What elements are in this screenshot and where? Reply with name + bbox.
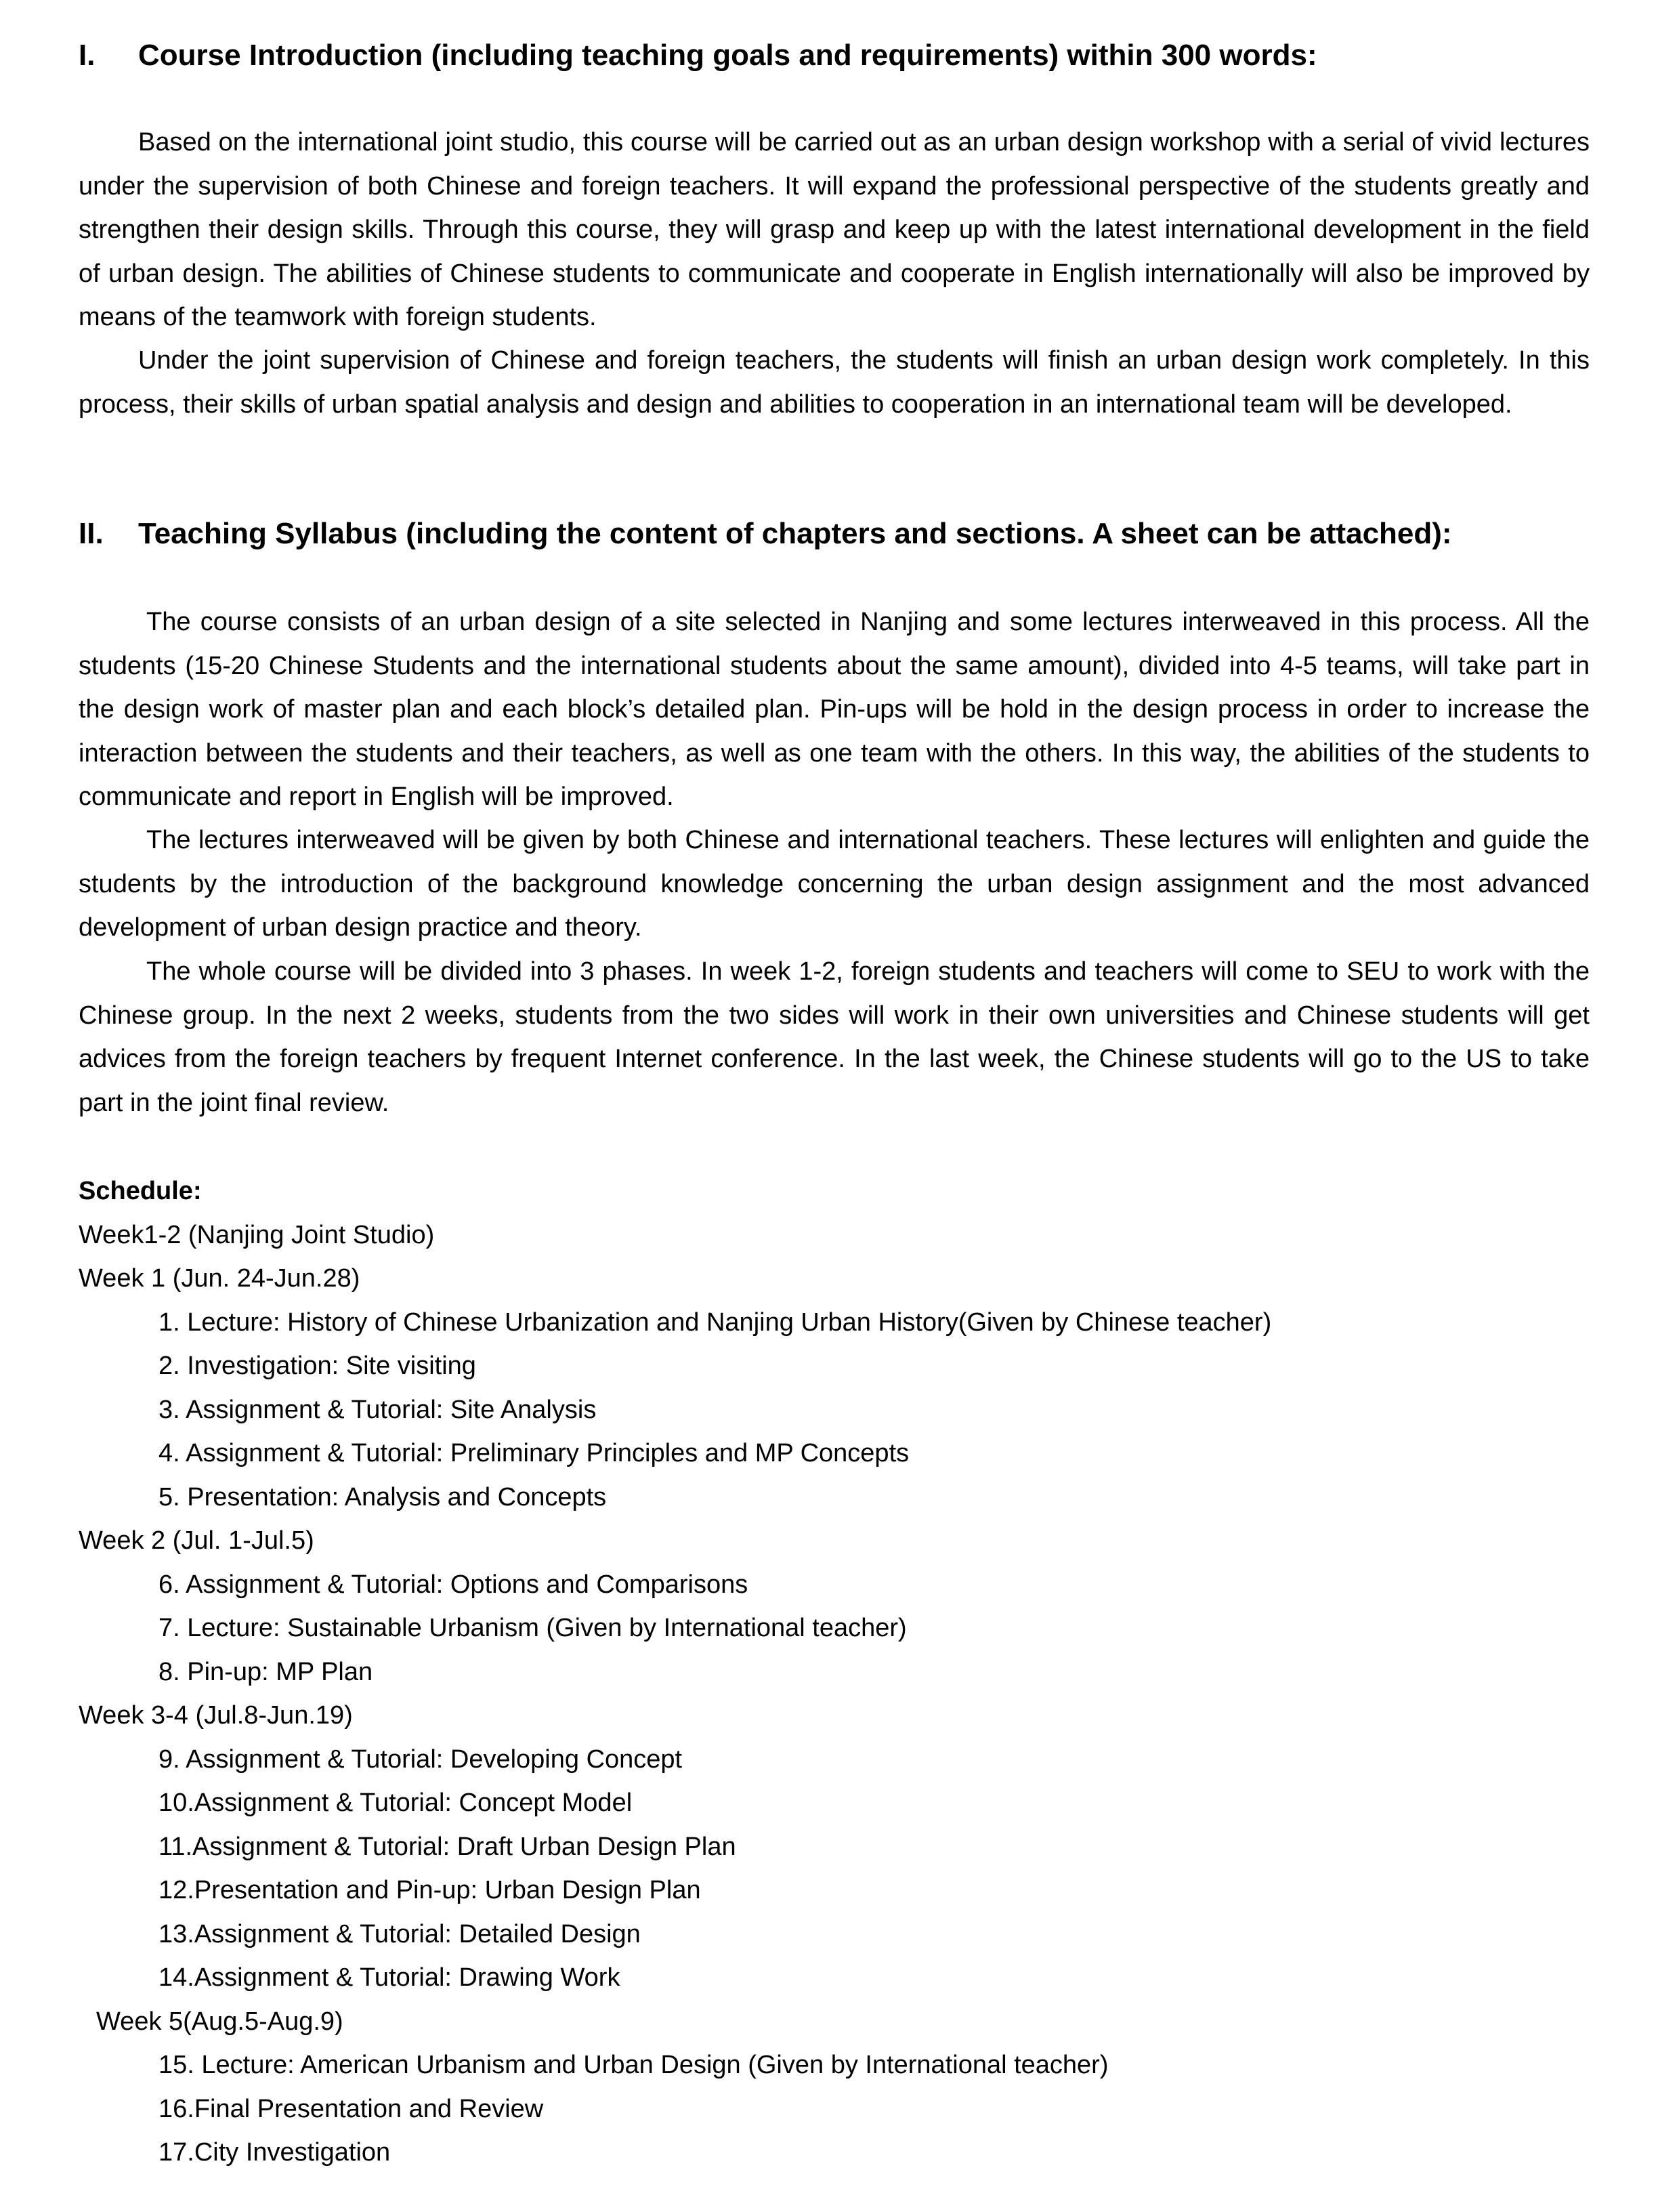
section-1-heading bbox=[79, 35, 1598, 76]
schedule-item: 17.City Investigation bbox=[158, 2138, 391, 2167]
schedule-item: 11.Assignment & Tutorial: Draft Urban Design Plan bbox=[158, 1833, 736, 1861]
section-2-title: Teaching Syllabus (including the content of chapters and sections. A sheet can be attached): bbox=[138, 517, 1452, 550]
schedule-week-1: Week 1 (Jun. 24-Jun.28) bbox=[79, 1264, 360, 1293]
schedule-week-5: Week 5(Aug.5-Aug.9) bbox=[96, 2007, 343, 2036]
schedule-item: 7. Lecture: Sustainable Urbanism (Given by International teacher) bbox=[158, 1614, 907, 1642]
schedule-item: 6. Assignment & Tutorial: Options and Comparisons bbox=[158, 1570, 748, 1599]
section-2-paragraph-1: The course consists of an urban design of a site selected in Nanjing and some lectures interweaved in this process. All the students (15-20 Chinese Students and the international students about the same amount), divided into 4-5 teams, will take part in the design work of master plan and each block’s detailed plan. Pin-ups will be hold in the design process in order to increase the interaction between the students and their teachers, as well as one team with the others. In this way, the abilities of the students to communicate and report in English will be improved. bbox=[79, 608, 1590, 811]
schedule-item: 4. Assignment & Tutorial: Preliminary Principles and MP Concepts bbox=[158, 1439, 910, 1467]
section-2-heading bbox=[79, 514, 1598, 554]
schedule-item: 1. Lecture: History of Chinese Urbanization and Nanjing Urban History(Given by Chinese teacher) bbox=[158, 1308, 1272, 1337]
schedule-week-3-4: Week 3-4 (Jul.8-Jun.19) bbox=[79, 1701, 353, 1730]
schedule-item: 12.Presentation and Pin-up: Urban Design Plan bbox=[158, 1876, 701, 1904]
section-2-paragraph-2: The lectures interweaved will be given by both Chinese and international teachers. These lectures will enlighten and guide the students by the introduction of the background knowledge concerning the urban design assignment and the most advanced development of urban design practice and theory. bbox=[79, 826, 1590, 942]
section-1-number: I. bbox=[79, 39, 95, 72]
schedule-studio-label: Week1-2 (Nanjing Joint Studio) bbox=[79, 1221, 435, 1249]
schedule-week-2: Week 2 (Jul. 1-Jul.5) bbox=[79, 1526, 314, 1555]
schedule-item: 15. Lecture: American Urbanism and Urban Design (Given by International teacher) bbox=[158, 2051, 1109, 2079]
schedule-item: 16.Final Presentation and Review bbox=[158, 2095, 544, 2123]
section-1-paragraph-1: Based on the international joint studio, this course will be carried out as an urban design workshop with a serial of vivid lectures under the supervision of both Chinese and foreign teachers. It will expand the professional perspective of the students greatly and strengthen their design skills. Through this course, they will grasp and keep up with the latest international development in the field of urban design. The abilities of Chinese students to communicate and cooperate in English internationally will also be improved by means of the teamwork with foreign students. bbox=[79, 128, 1590, 331]
section-2-paragraph-3: The whole course will be divided into 3 phases. In week 1-2, foreign students and teachers will come to SEU to work with the Chinese group. In the next 2 weeks, students from the two sides will work in their own universities and Chinese students will get advices from the foreign teachers by frequent Internet conference. In the last week, the Chinese students will go to the US to take part in the joint final review. bbox=[79, 957, 1590, 1117]
schedule-item: 9. Assignment & Tutorial: Developing Concept bbox=[158, 1745, 683, 1774]
section-2-number: II. bbox=[79, 517, 104, 550]
schedule-item: 5. Presentation: Analysis and Concepts bbox=[158, 1483, 607, 1511]
section-1-paragraph-2: Under the joint supervision of Chinese and foreign teachers, the students will finish an urban design work completely. In this process, their skills of urban spatial analysis and design and abilities to cooperation in an international team will be developed. bbox=[79, 346, 1590, 419]
schedule-item: 2. Investigation: Site visiting bbox=[158, 1352, 476, 1380]
schedule-heading: Schedule: bbox=[79, 1177, 202, 1205]
schedule-item: 13.Assignment & Tutorial: Detailed Design bbox=[158, 1920, 641, 1948]
schedule-item: 10.Assignment & Tutorial: Concept Model bbox=[158, 1789, 633, 1817]
section-1-title: Course Introduction (including teaching goals and requirements) within 300 words: bbox=[138, 39, 1317, 72]
schedule-item: 8. Pin-up: MP Plan bbox=[158, 1658, 373, 1686]
schedule-item: 3. Assignment & Tutorial: Site Analysis bbox=[158, 1396, 597, 1424]
schedule-item: 14.Assignment & Tutorial: Drawing Work bbox=[158, 1963, 620, 1992]
